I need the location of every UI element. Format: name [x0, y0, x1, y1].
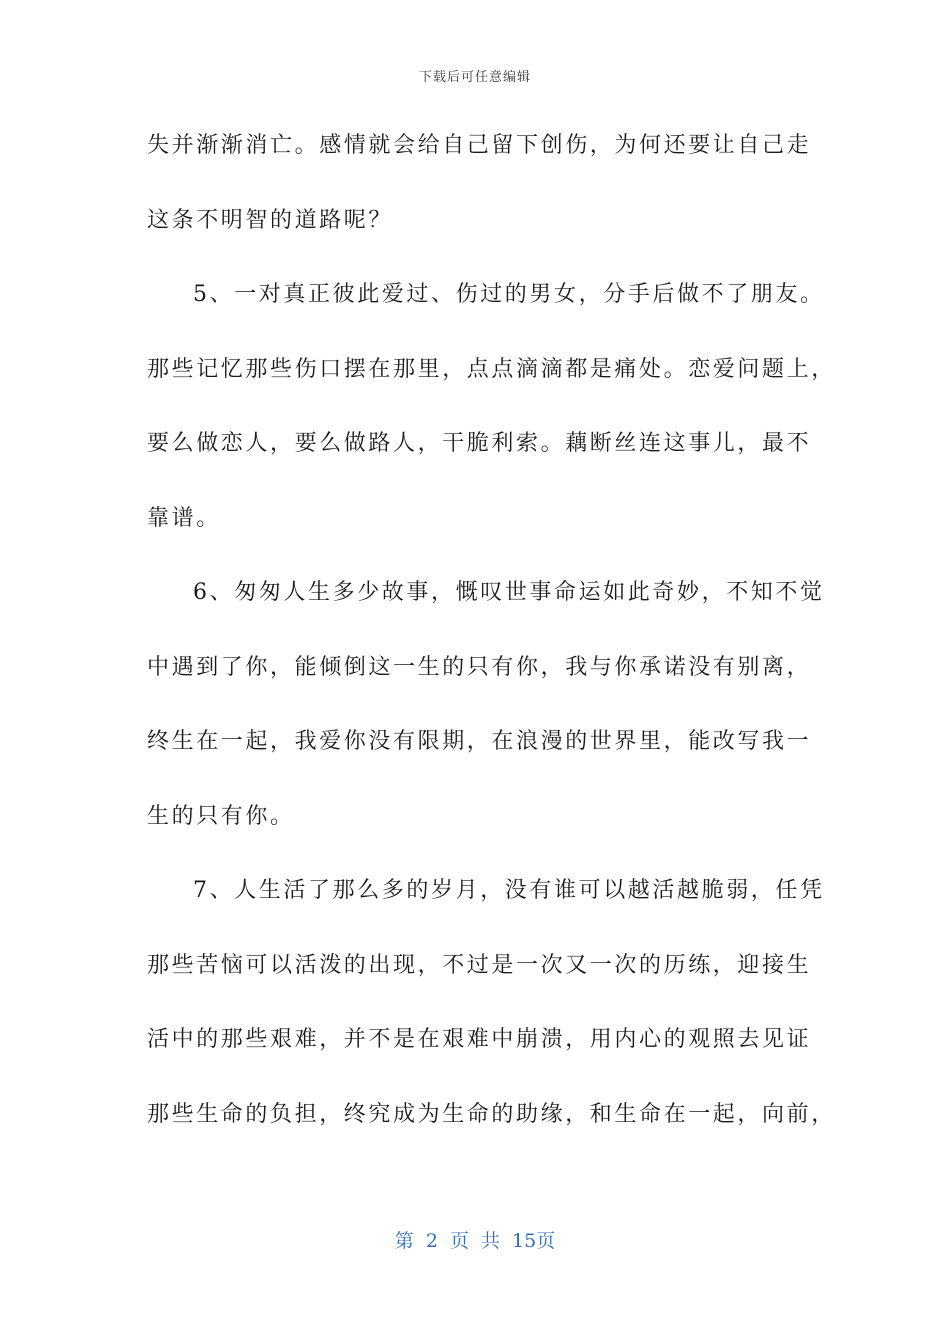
paragraph-item-7	[147, 869, 836, 1167]
text-line: 中遇到了你，能倾倒这一生的只有你，我与你承诺没有别离，	[147, 654, 812, 680]
page-footer: 第 2 页 共 15页	[394, 1230, 556, 1252]
document-body	[147, 124, 836, 1167]
paragraph-item-6	[147, 571, 825, 869]
text-line: 那些生命的负担，终究成为生命的助缘，和生命在一起，向前，	[147, 1101, 836, 1127]
text-line: 这条不明智的道路呢？	[147, 207, 394, 233]
text-line: 靠谱。	[147, 505, 221, 531]
text-line: 活中的那些艰难，并不是在艰难中崩溃，用内心的观照去见证	[147, 1027, 812, 1052]
text-line: 终生在一起，我爱你没有限期，在浪漫的世界里，能改写我一	[147, 729, 812, 754]
paragraph-continuation	[147, 124, 812, 273]
text-line: 要么做恋人，要么做路人，干脆利索。藕断丝连这事儿，最不	[147, 431, 812, 456]
text-line: 5、一对真正彼此爱过、伤过的男女，分手后做不了朋友。	[193, 282, 825, 307]
text-line: 那些苦恼可以活泼的出现，不过是一次又一次的历练，迎接生	[147, 952, 812, 978]
text-line: 6、匆匆人生多少故事，慨叹世事命运如此奇妙，不知不觉	[193, 580, 825, 605]
text-line: 那些记忆那些伤口摆在那里，点点滴滴都是痛处。恋爱问题上，	[147, 356, 836, 382]
page-header: 下载后可任意编辑	[418, 70, 531, 85]
text-line: 7、人生活了那么多的岁月，没有谁可以越活越脆弱，任凭	[193, 878, 825, 903]
text-line: 生的只有你。	[147, 803, 295, 829]
text-line: 失并渐渐消亡。感情就会给自己留下创伤，为何还要让自己走	[147, 133, 812, 158]
paragraph-item-5	[147, 273, 836, 571]
